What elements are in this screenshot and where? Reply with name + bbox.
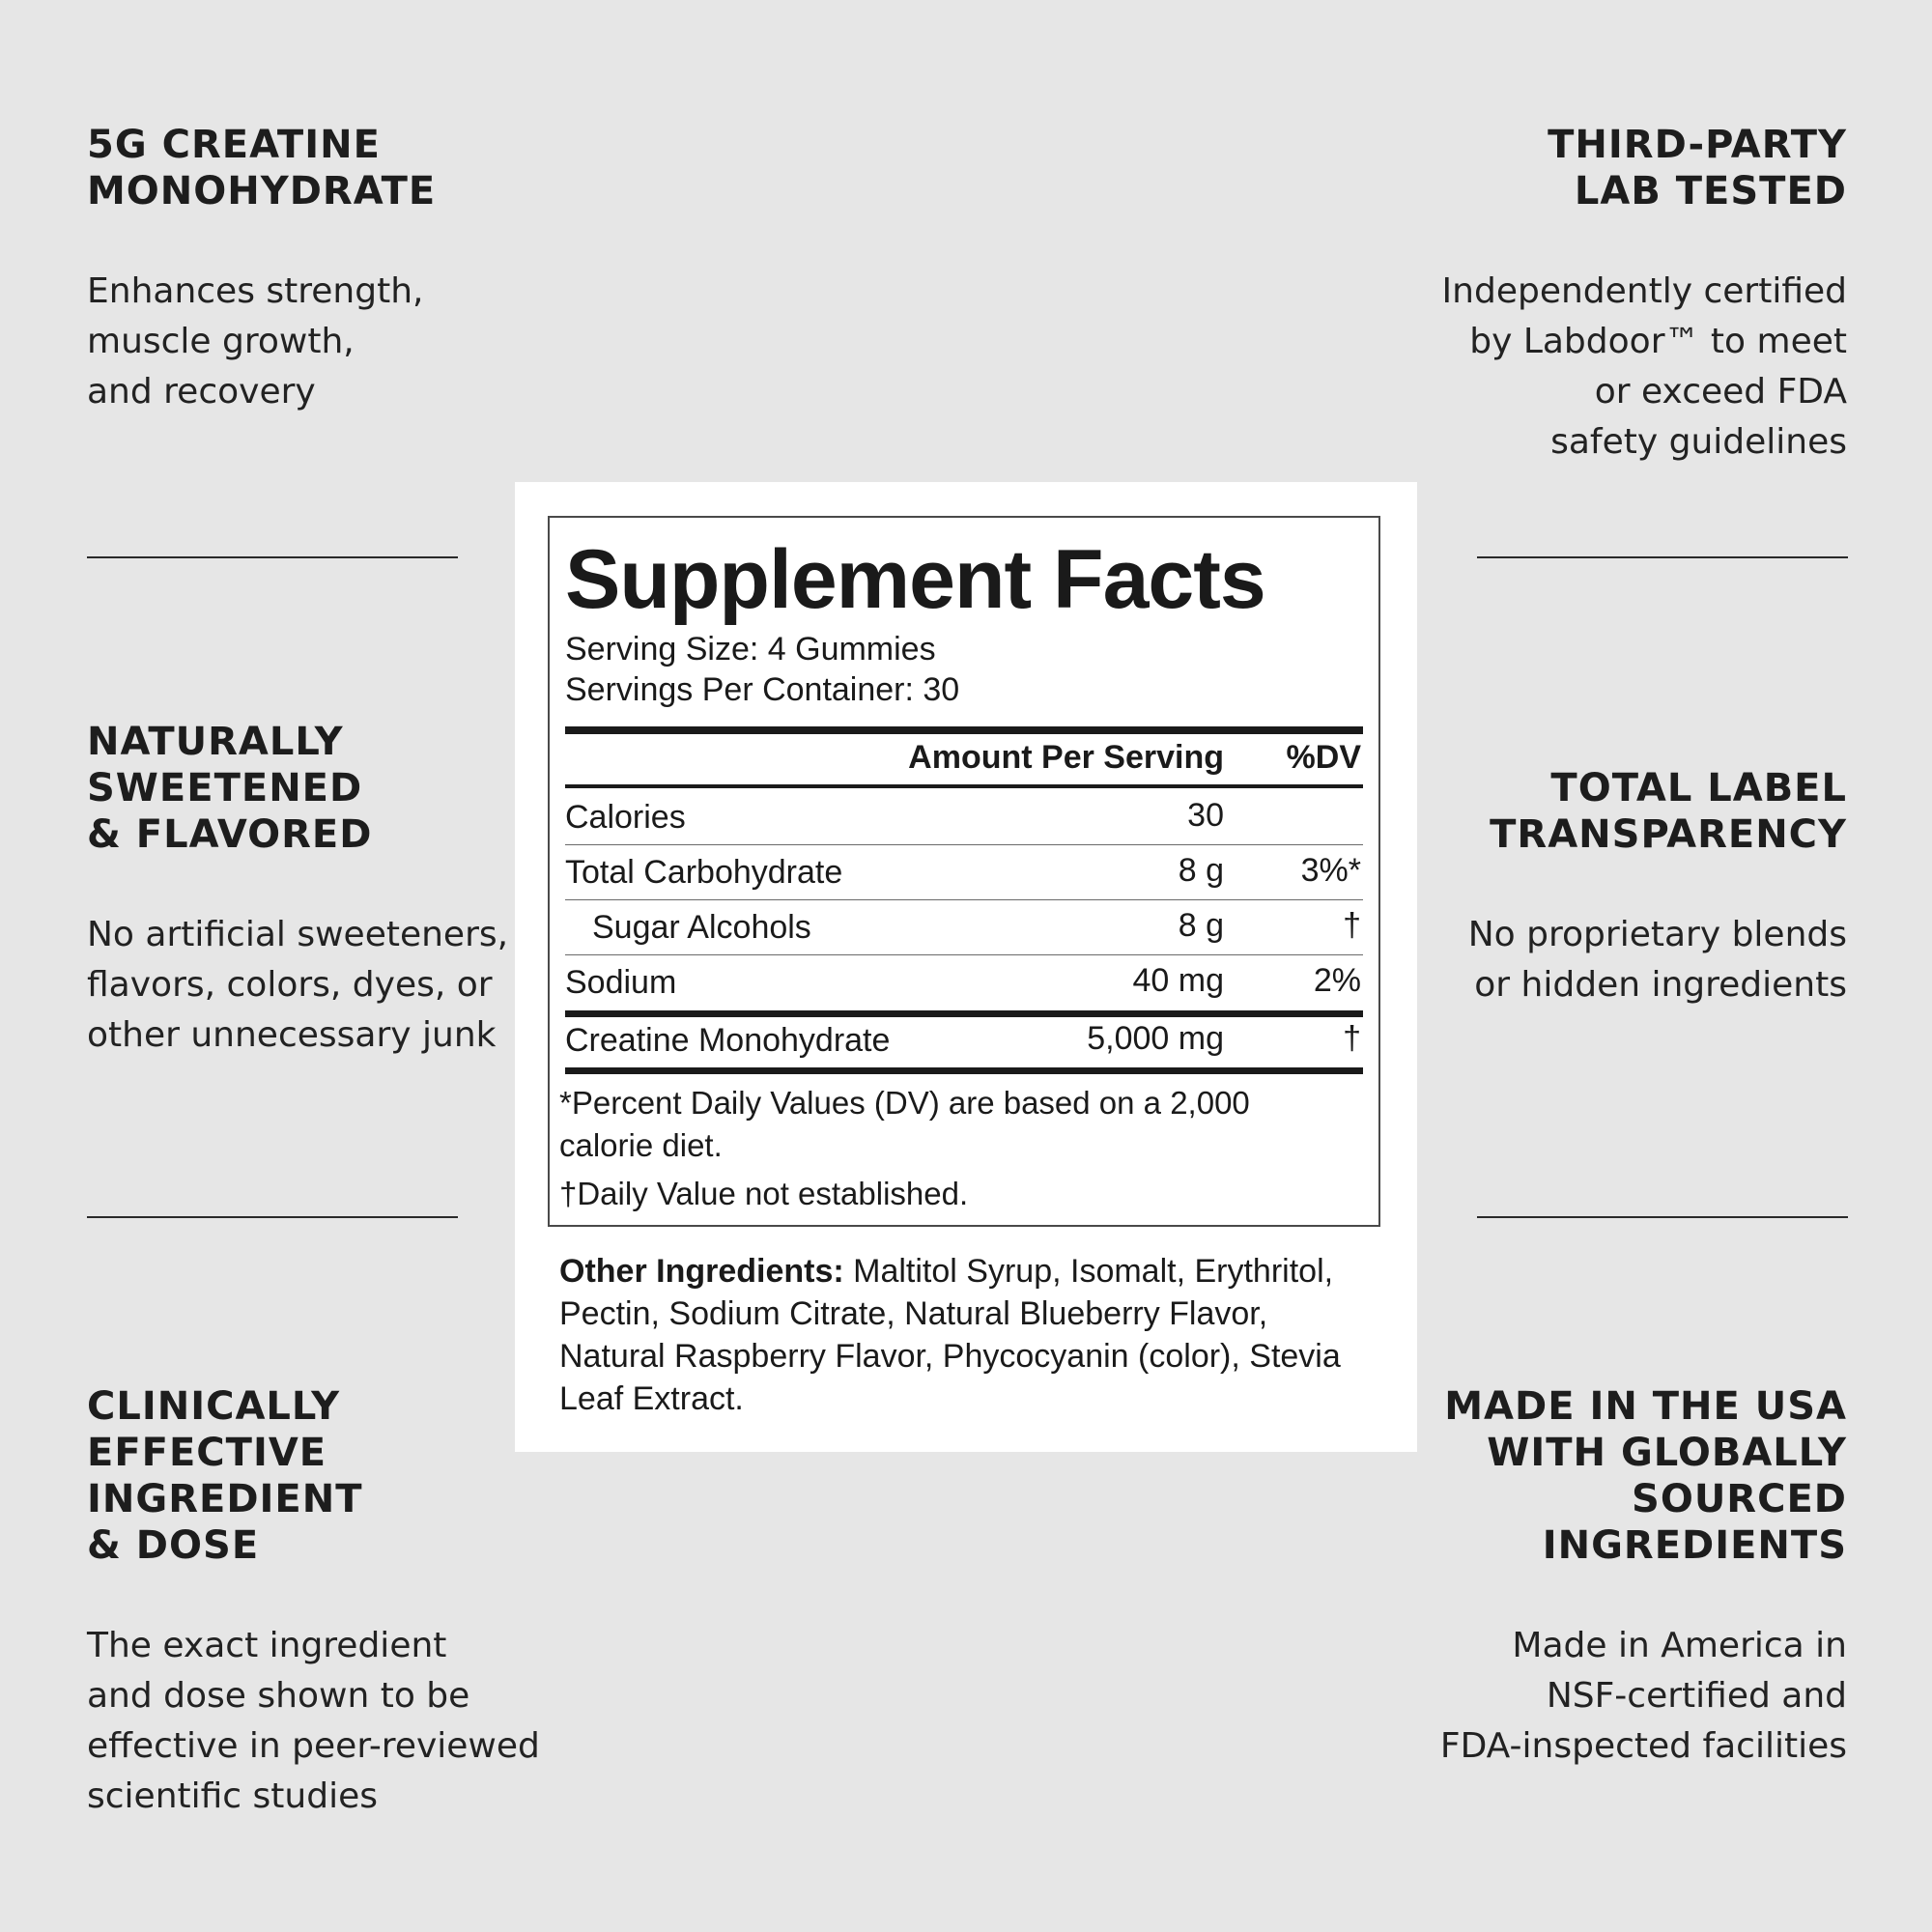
row-sodium-amount: 40 mg (1132, 962, 1224, 999)
feature-creatine-title: 5G CREATINE MONOHYDRATE (87, 123, 437, 213)
row-sugar-alcohols-amount: 8 g (1178, 907, 1224, 944)
row-sugar-alcohols-dv: † (1343, 907, 1361, 944)
row-creatine-name: Creatine Monohydrate (565, 1022, 891, 1059)
thick-rule-bottom (565, 1067, 1363, 1074)
feature-creatine-text: Enhances strength, muscle growth, and recovery (87, 271, 424, 412)
feature-transparency (1468, 765, 1847, 1010)
row-sodium-name: Sodium (565, 964, 677, 1001)
footnote-daily-value-not-established: †Daily Value not established. (559, 1176, 969, 1211)
servings-per-container: Servings Per Container: 30 (565, 671, 960, 708)
divider-left-2 (87, 1216, 458, 1218)
feature-made-in-usa-title: MADE IN THE USA WITH GLOBALLY SOURCED INGREDIENTS (1444, 1384, 1847, 1568)
serving-size: Serving Size: 4 Gummies (565, 631, 936, 668)
other-ingredients-label: Other Ingredients: (559, 1253, 844, 1290)
rule-under-header (565, 784, 1363, 788)
header-daily-value: %DV (1286, 739, 1361, 776)
divider-right-1 (1477, 556, 1848, 558)
row-divider (565, 899, 1363, 900)
other-ingredients-list: Maltitol Syrup, Isomalt, Erythritol, Pectin, Sodium Citrate, Natural Blueberry Flavor, Natural Raspberry Flavor, Phycocyanin (color), Stevia Leaf Extract. (559, 1253, 1341, 1417)
row-carbohydrate-name: Total Carbohydrate (565, 854, 843, 891)
row-carbohydrate-amount: 8 g (1178, 852, 1224, 889)
feature-lab-tested (1442, 122, 1847, 468)
row-calories-amount: 30 (1187, 797, 1224, 834)
thick-rule-middle (565, 1010, 1363, 1017)
divider-right-2 (1477, 1216, 1848, 1218)
row-divider (565, 844, 1363, 845)
footnote-percent-daily-value: *Percent Daily Values (DV) are based on a 2,000 calorie diet. (559, 1085, 1250, 1163)
feature-clinical (87, 1383, 540, 1822)
row-carbohydrate-dv: 3%* (1300, 852, 1361, 889)
supplement-facts-label (548, 516, 1380, 1227)
feature-clinical-text: The exact ingredient and dose shown to be effective in peer-reviewed scientific studies (87, 1626, 540, 1816)
feature-lab-tested-title: THIRD-PARTY LAB TESTED (1548, 123, 1847, 213)
row-creatine-amount: 5,000 mg (1087, 1020, 1224, 1057)
row-sugar-alcohols-name: Sugar Alcohols (592, 909, 811, 946)
row-sodium-dv: 2% (1313, 962, 1361, 999)
feature-made-in-usa-text: Made in America in NSF-certified and FDA-inspected facilities (1439, 1626, 1847, 1766)
feature-sweetened-title: NATURALLY SWEETENED & FLAVORED (87, 720, 373, 857)
other-ingredients (559, 1250, 1380, 1420)
feature-creatine (87, 122, 436, 417)
feature-transparency-text: No proprietary blends or hidden ingredients (1467, 915, 1847, 1005)
row-calories-name: Calories (565, 799, 686, 836)
row-divider (565, 954, 1363, 955)
feature-sweetened-text: No artificial sweeteners, flavors, colors, dyes, or other unnecessary junk (87, 915, 509, 1055)
feature-sweetened (87, 719, 508, 1061)
feature-transparency-title: TOTAL LABEL TRANSPARENCY (1490, 766, 1847, 857)
row-creatine-dv: † (1343, 1020, 1361, 1057)
feature-lab-tested-text: Independently certified by Labdoor™ to meet or exceed FDA safety guidelines (1441, 271, 1847, 462)
supplement-facts-title: Supplement Facts (565, 533, 1265, 626)
feature-clinical-title: CLINICALLY EFFECTIVE INGREDIENT & DOSE (87, 1384, 363, 1568)
header-amount-per-serving: Amount Per Serving (908, 739, 1224, 776)
supplement-facts-panel (515, 482, 1417, 1452)
divider-left-1 (87, 556, 458, 558)
thick-rule-top (565, 726, 1363, 734)
feature-made-in-usa (1440, 1383, 1847, 1772)
